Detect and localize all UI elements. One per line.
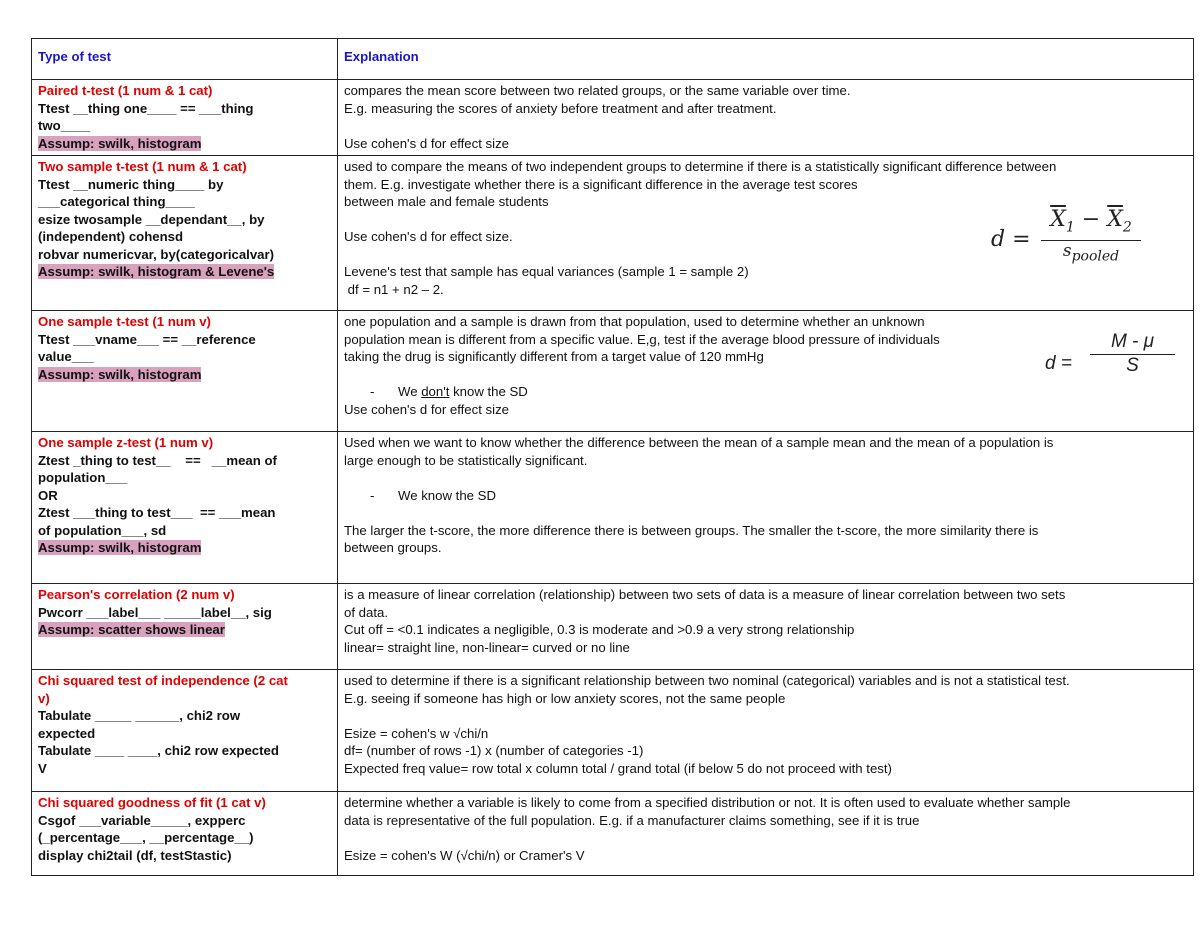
test-title: Pearson's correlation (2 num v): [38, 587, 235, 602]
table-row: [32, 670, 1194, 792]
command-line: V: [38, 760, 47, 776]
cohens-d-formula: [1045, 333, 1177, 403]
test-title: Two sample t-test (1 num & 1 cat): [38, 159, 247, 174]
bullet-text-post: know the SD: [449, 384, 528, 399]
command-line: Tabulate ____ ____, chi2 row expected: [38, 743, 279, 758]
command-line: Tabulate _____ ______, chi2 row: [38, 708, 241, 723]
table-header-row: [32, 39, 1194, 80]
blank-line: [344, 117, 1183, 135]
test-type-cell: [32, 432, 338, 584]
command-line: robvar numericvar, by(categoricalvar): [38, 246, 275, 262]
bullet-text: We know the SD: [398, 487, 496, 503]
explanation-line: E.g. measuring the scores of anxiety before treatment and after treatment.: [344, 100, 777, 116]
assumption-highlight: Assump: swilk, histogram & Levene's: [38, 264, 275, 279]
explanation-line: E.g. seeing if someone has high or low anxiety scores, not the same people: [344, 690, 786, 706]
explanation-line: them. E.g. investigate whether there is a significant difference in the average test scores: [344, 176, 858, 192]
explanation-line: between groups.: [344, 540, 442, 555]
explanation-header: Explanation: [338, 39, 1194, 80]
explanation-line: Esize = cohen's W (√chi/n) or Cramer's V: [344, 847, 585, 863]
table-row: [32, 80, 1194, 156]
blank-line: [344, 504, 1183, 522]
formula-denominator: S: [1126, 354, 1139, 376]
explanation-line: The larger the t-score, the more difference there is between groups. The smaller the t-score, the more similarity there is: [344, 522, 1039, 538]
table-row: [32, 156, 1194, 311]
assumption-highlight: Assump: swilk, histogram: [38, 540, 202, 555]
underlined-word: don't: [421, 384, 450, 399]
explanation-line: data is representative of the full population. E.g. if a manufacturer claims something, see if it is true: [344, 812, 920, 828]
test-title: One sample t-test (1 num v): [38, 314, 211, 329]
explanation-line: df= (number of rows -1) x (number of categories -1): [344, 743, 644, 758]
test-type-cell: [32, 311, 338, 432]
explanation-cell: [338, 156, 1194, 311]
assumption-highlight: Assump: swilk, histogram: [38, 135, 202, 151]
blank-line: [344, 829, 1183, 847]
test-type-cell: [32, 584, 338, 670]
bullet-item: [344, 487, 1183, 505]
test-type-cell: [32, 80, 338, 156]
mean-x2: $\overline{X}$: [1107, 207, 1123, 232]
command-line: population___: [38, 470, 128, 485]
table-row: [32, 432, 1194, 584]
command-line: of population___, sd: [38, 522, 167, 538]
explanation-cell: [338, 80, 1194, 156]
explanation-line: Use cohen's d for effect size: [344, 401, 510, 417]
command-line: Ztest ___thing to test___ == ___mean: [38, 505, 276, 520]
explanation-line: df = n1 + n2 – 2.: [344, 281, 444, 297]
test-title: Chi squared test of independence (2 cat: [38, 673, 288, 688]
command-line: OR: [38, 487, 58, 503]
explanation-line: one population and a sample is drawn from that population, used to determine whether an unknown: [344, 314, 925, 329]
assumption-highlight: Assump: swilk, histogram: [38, 366, 202, 382]
test-title: One sample z-test (1 num v): [38, 435, 214, 450]
mean-x1: $\overline{X}$: [1050, 207, 1066, 232]
test-title: Paired t-test (1 num & 1 cat): [38, 83, 213, 98]
explanation-line: is a measure of linear correlation (relationship) between two sets of data is a measure of linear correlation between two sets: [344, 587, 1066, 602]
explanation-line: Used when we want to know whether the difference between the mean of a sample mean and the mean of a population is: [344, 435, 1054, 450]
explanation-cell: [338, 432, 1194, 584]
command-line: ___categorical thing____: [38, 194, 195, 209]
command-line: Ttest __numeric thing____ by: [38, 176, 224, 192]
explanation-line: of data.: [344, 604, 388, 620]
table-row: [32, 584, 1194, 670]
command-line: two____: [38, 118, 91, 133]
formula-lhs: d =: [991, 227, 1031, 252]
command-line: value___: [38, 349, 94, 364]
command-line: Pwcorr ___label___ _____label__, sig: [38, 604, 272, 620]
command-line: display chi2tail (df, testStastic): [38, 847, 232, 863]
blank-line: [344, 707, 1183, 725]
formula-fraction: [1090, 333, 1175, 374]
test-type-cell: [32, 792, 338, 876]
type-of-test-header: Type of test: [32, 39, 338, 80]
explanation-line: used to determine if there is a significant relationship between two nominal (categorical) variables and is not a statistical test.: [344, 673, 1070, 688]
explanation-line: Cut off = <0.1 indicates a negligible, 0.3 is moderate and >0.9 a very strong relationship: [344, 622, 855, 637]
formula-numerator: M - μ: [1090, 333, 1175, 355]
explanation-cell: [338, 584, 1194, 670]
bullet-dash: -: [370, 487, 375, 503]
command-line: esize twosample __dependant__, by: [38, 211, 265, 227]
assumption-highlight: Assump: scatter shows linear: [38, 622, 225, 637]
test-title: Chi squared goodness of fit (1 cat v): [38, 795, 266, 810]
subscript-1: 1: [1065, 219, 1075, 236]
explanation-line: between male and female students: [344, 194, 549, 209]
explanation-line: Use cohen's d for effect size.: [344, 229, 513, 244]
bullet-text-pre: We: [398, 384, 422, 399]
command-line: Ttest ___vname___ == __reference: [38, 331, 256, 347]
statistical-tests-table: [31, 38, 1194, 876]
explanation-cell: [338, 311, 1194, 432]
table-row: [32, 311, 1194, 432]
explanation-line: compares the mean score between two related groups, or the same variable over time.: [344, 83, 851, 98]
explanation-line: linear= straight line, non-linear= curved or no line: [344, 639, 630, 655]
command-line: Csgof ___variable_____, expperc: [38, 812, 246, 828]
formula-fraction: [1041, 207, 1141, 266]
explanation-line: taking the drug is significantly different from a target value of 120 mmHg: [344, 349, 764, 364]
s-symbol: s: [1062, 240, 1072, 261]
blank-line: [344, 469, 1183, 487]
cohens-d-pooled-formula: [991, 207, 1151, 281]
command-line: (independent) cohensd: [38, 229, 184, 244]
explanation-line: population mean is different from a specific value. E,g, test if the average blood pressure of individuals: [344, 331, 940, 347]
test-type-cell: [32, 670, 338, 792]
command-line: Ztest _thing to test__ == __mean of: [38, 452, 277, 468]
explanation-line: Esize = cohen's w √chi/n: [344, 725, 489, 741]
explanation-line: used to compare the means of two independent groups to determine if there is a statistically significant difference between: [344, 159, 1057, 174]
command-line: expected: [38, 725, 96, 741]
explanation-line: Expected freq value= row total x column total / grand total (if below 5 do not proceed with test): [344, 760, 892, 776]
explanation-line: determine whether a variable is likely to come from a specified distribution or not. It is often used to evaluate whether sample: [344, 795, 1071, 810]
formula-lhs: d =: [1045, 353, 1072, 374]
explanation-line: Levene's test that sample has equal variances (sample 1 = sample 2): [344, 264, 749, 279]
formula-numerator: [1041, 207, 1141, 241]
command-line: (_percentage___, __percentage__): [38, 830, 254, 845]
explanation-cell: [338, 792, 1194, 876]
test-type-cell: [32, 156, 338, 311]
minus-sign: −: [1081, 207, 1101, 232]
subscript-2: 2: [1122, 219, 1132, 236]
explanation-line: Use cohen's d for effect size: [344, 135, 510, 151]
subscript-pooled: pooled: [1071, 248, 1120, 265]
test-title-cont: v): [38, 690, 50, 706]
formula-denominator: [1041, 241, 1141, 266]
explanation-line: large enough to be statistically significant.: [344, 452, 588, 468]
explanation-cell: [338, 670, 1194, 792]
table-row: [32, 792, 1194, 876]
document-page: [31, 38, 1194, 876]
command-line: Ttest __thing one____ == ___thing: [38, 100, 254, 116]
bullet-dash: -: [370, 384, 375, 399]
